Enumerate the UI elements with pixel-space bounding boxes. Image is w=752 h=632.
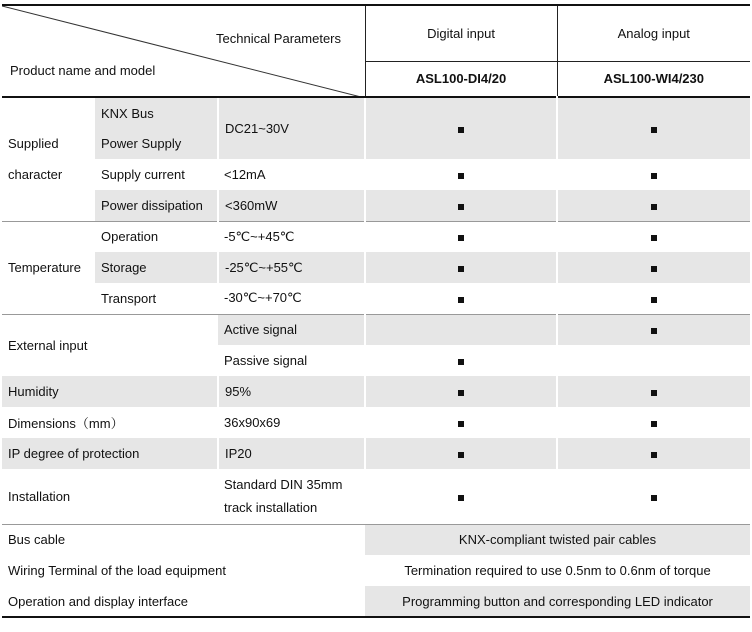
active-signal-label: Active signal	[218, 314, 365, 345]
bullet-icon	[458, 421, 464, 427]
operation-display-label: Operation and display interface	[8, 593, 188, 609]
bullet-icon	[458, 173, 464, 179]
dimensions-digital	[365, 407, 557, 438]
bullet-icon	[458, 390, 464, 396]
storage-digital	[365, 252, 557, 283]
knx-bus-label-1: KNX Bus	[95, 97, 218, 128]
storage-analog	[557, 252, 750, 283]
operation-digital	[365, 221, 557, 252]
storage-value: -25℃~+55℃	[218, 252, 365, 283]
temperature-label: Temperature	[8, 260, 81, 275]
bullet-icon	[458, 495, 464, 501]
supply-current-value: <12mA	[224, 167, 266, 182]
bullet-icon	[458, 452, 464, 458]
knx-bus-analog	[557, 97, 750, 159]
header-product-name: Product name and model	[10, 63, 156, 78]
bullet-icon	[458, 235, 464, 241]
ip-label: IP degree of protection	[8, 446, 140, 461]
bullet-icon	[651, 235, 657, 241]
installation-value: Standard DIN 35mm track installation	[224, 477, 343, 516]
header-digital-input: Digital input	[365, 5, 557, 61]
knx-bus-digital	[365, 97, 557, 159]
model-analog: ASL100-WI4/230	[557, 61, 750, 97]
humidity-label: Humidity	[8, 384, 59, 399]
installation-label: Installation	[8, 488, 71, 504]
power-dissipation-value: <360mW	[218, 190, 365, 221]
passive-signal-digital	[365, 345, 557, 376]
knx-bus-label-2: Power Supply	[95, 128, 218, 159]
active-signal-analog	[557, 314, 750, 345]
humidity-value: 95%	[218, 376, 365, 407]
wiring-label: Wiring Terminal of the load equipment	[8, 563, 226, 578]
bullet-icon	[651, 421, 657, 427]
transport-label: Transport	[101, 290, 157, 306]
supply-current-analog	[557, 159, 750, 190]
operation-analog	[557, 221, 750, 252]
power-dissipation-digital	[365, 190, 557, 221]
transport-digital	[365, 283, 557, 314]
passive-signal-label: Passive signal	[224, 353, 308, 368]
diagonal-line	[2, 6, 365, 97]
transport-analog	[557, 283, 750, 314]
installation-analog	[557, 469, 750, 524]
external-input-label: External input	[8, 337, 88, 353]
header-analog-input: Analog input	[557, 5, 750, 61]
storage-label: Storage	[95, 252, 218, 283]
power-dissipation-analog	[557, 190, 750, 221]
bullet-icon	[651, 452, 657, 458]
bullet-icon	[458, 127, 464, 133]
dimensions-value: 36x90x69	[224, 415, 281, 430]
bullet-icon	[651, 127, 657, 133]
model-digital: ASL100-DI4/20	[365, 61, 557, 97]
supplied-label: Supplied character	[8, 136, 63, 183]
active-signal-digital	[365, 314, 557, 345]
header-diagonal-cell	[2, 5, 365, 97]
humidity-analog	[557, 376, 750, 407]
operation-display-value: Programming button and corresponding LED indicator	[365, 586, 750, 617]
technical-parameters-table	[2, 4, 750, 618]
ip-digital	[365, 438, 557, 469]
installation-digital	[365, 469, 557, 524]
ip-value: IP20	[218, 438, 365, 469]
bullet-icon	[458, 204, 464, 210]
header-technical-parameters: Technical Parameters	[216, 31, 341, 46]
bus-cable-label: Bus cable	[8, 532, 66, 548]
bullet-icon	[651, 173, 657, 179]
ip-analog	[557, 438, 750, 469]
bus-cable-value: KNX-compliant twisted pair cables	[365, 524, 750, 555]
bullet-icon	[458, 266, 464, 272]
knx-bus-value: DC21~30V	[218, 97, 365, 159]
bullet-icon	[651, 204, 657, 210]
bullet-icon	[651, 297, 657, 303]
bullet-icon	[651, 495, 657, 501]
bullet-icon	[651, 328, 657, 334]
operation-label: Operation	[101, 229, 159, 245]
wiring-value: Termination required to use 0.5nm to 0.6nm of torque	[404, 563, 711, 578]
bullet-icon	[651, 266, 657, 272]
operation-value: -5℃~+45℃	[224, 228, 295, 244]
dimensions-label: Dimensions（mm）	[8, 416, 124, 431]
bullet-icon	[458, 359, 464, 365]
supply-current-label: Supply current	[101, 167, 185, 182]
dimensions-analog	[557, 407, 750, 438]
supply-current-digital	[365, 159, 557, 190]
transport-value: -30℃~+70℃	[224, 290, 302, 306]
power-dissipation-label: Power dissipation	[95, 190, 218, 221]
bullet-icon	[458, 297, 464, 303]
passive-signal-analog	[557, 345, 750, 376]
humidity-digital	[365, 376, 557, 407]
bullet-icon	[651, 390, 657, 396]
